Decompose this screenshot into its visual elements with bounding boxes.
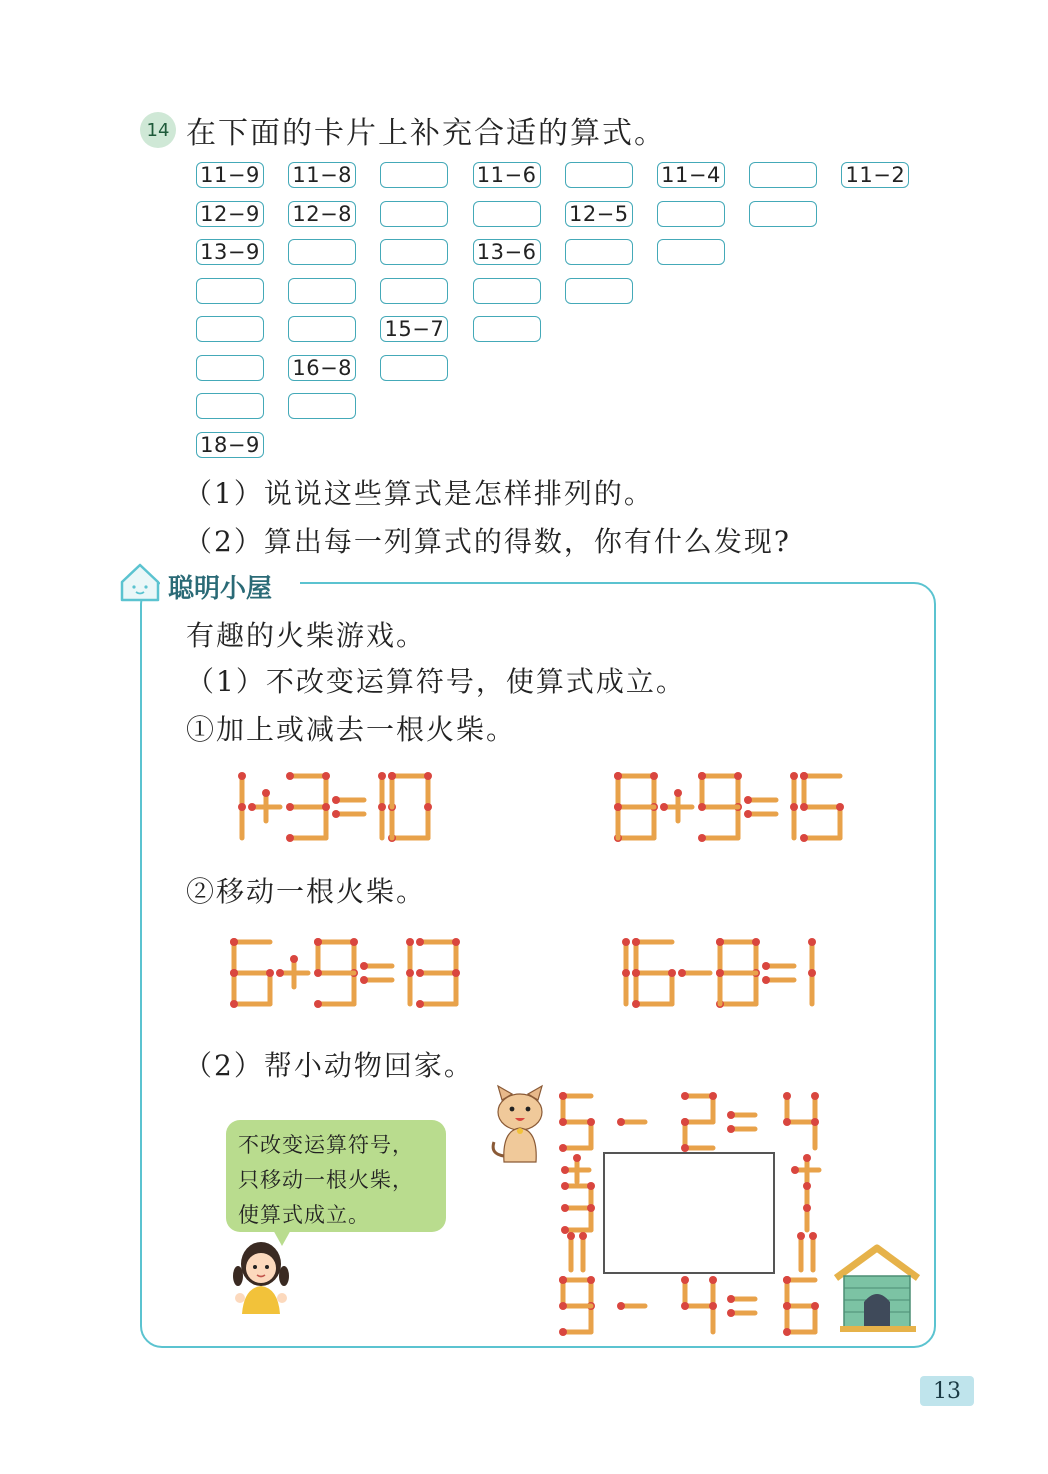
- match-head: [238, 803, 246, 811]
- blank-card: [196, 278, 264, 304]
- blank-card: [288, 278, 356, 304]
- match-head: [674, 789, 682, 797]
- blank-card: [288, 239, 356, 265]
- step1-text: ①加上或减去一根火柴。: [186, 713, 517, 746]
- match-head: [248, 803, 256, 811]
- match-head: [727, 1111, 735, 1119]
- match-head: [424, 803, 432, 811]
- expression-card: 11−2: [841, 162, 909, 188]
- blank-card: [657, 239, 725, 265]
- match-head: [286, 772, 294, 780]
- sub-question-2: （2）算出每一列算式的得数，你有什么发现?: [184, 525, 791, 558]
- match-head: [561, 1204, 569, 1212]
- match-head: [567, 1232, 575, 1240]
- match-head: [744, 810, 752, 818]
- game-intro: 有趣的火柴游戏。: [186, 619, 427, 652]
- match-head: [632, 969, 640, 977]
- bubble-line-2: 只移动一根火柴，: [238, 1168, 414, 1192]
- dog-house-illustration: [832, 1244, 922, 1334]
- match-head: [668, 969, 676, 977]
- match-head: [698, 803, 706, 811]
- match-head: [559, 1302, 567, 1310]
- match-head: [579, 1232, 587, 1240]
- match-head: [800, 834, 808, 842]
- match-head: [836, 803, 844, 811]
- match-head: [573, 1154, 581, 1162]
- matchstick-equation-4: [612, 938, 882, 1014]
- match-head: [752, 938, 760, 946]
- expression-card: 12−5: [565, 201, 633, 227]
- blank-card: [473, 278, 541, 304]
- match-head: [561, 1226, 569, 1234]
- match-head: [286, 803, 294, 811]
- match-head: [727, 1309, 735, 1317]
- match-head: [230, 1000, 238, 1008]
- match-head: [727, 1125, 735, 1133]
- blank-card: [565, 162, 633, 188]
- match-head: [681, 1276, 689, 1284]
- blank-card: [565, 239, 633, 265]
- match-head: [632, 1000, 640, 1008]
- match-head: [727, 1295, 735, 1303]
- match-head: [416, 969, 424, 977]
- girl-illustration: [226, 1234, 296, 1314]
- step2-text: ②移动一根火柴。: [186, 875, 427, 908]
- expression-card: 11−9: [196, 162, 264, 188]
- match-head: [716, 938, 724, 946]
- match-head: [559, 1276, 567, 1284]
- match-head: [734, 772, 742, 780]
- match-head: [803, 1204, 811, 1212]
- match-head: [681, 1144, 689, 1152]
- match-head: [811, 1092, 819, 1100]
- matchstick-equation-2: [612, 772, 882, 848]
- bubble-line-3: 使算式成立。: [238, 1203, 370, 1227]
- match-head: [559, 1118, 567, 1126]
- match-head: [314, 1000, 322, 1008]
- blank-card: [288, 393, 356, 419]
- expression-card: 12−9: [196, 201, 264, 227]
- blank-card: [196, 393, 264, 419]
- match-head: [587, 1118, 595, 1126]
- match-head: [378, 803, 386, 811]
- match-head: [406, 938, 414, 946]
- match-head: [360, 962, 368, 970]
- blank-card: [380, 239, 448, 265]
- matchstick-svg: [612, 772, 882, 844]
- match-head: [709, 1276, 717, 1284]
- blank-card: [473, 316, 541, 342]
- match-head: [561, 1166, 569, 1174]
- match-head: [681, 1118, 689, 1126]
- match-head: [632, 938, 640, 946]
- blank-card: [380, 278, 448, 304]
- match-head: [276, 969, 284, 977]
- match-head: [614, 772, 622, 780]
- match-head: [559, 1144, 567, 1152]
- match-head: [660, 803, 668, 811]
- match-head: [811, 1302, 819, 1310]
- maze-inner-rectangle: [603, 1152, 775, 1274]
- match-head: [762, 962, 770, 970]
- match-head: [808, 969, 816, 977]
- part2-text: （2）帮小动物回家。: [184, 1049, 474, 1082]
- match-head: [808, 938, 816, 946]
- match-head: [406, 969, 414, 977]
- match-head: [790, 803, 798, 811]
- match-head: [587, 1276, 595, 1284]
- expression-card: 13−9: [196, 239, 264, 265]
- blank-card: [196, 355, 264, 381]
- match-head: [698, 834, 706, 842]
- match-head: [388, 772, 396, 780]
- expression-card: 18−9: [196, 432, 264, 458]
- match-head: [811, 1118, 819, 1126]
- match-head: [709, 1302, 717, 1310]
- match-head: [809, 1232, 817, 1240]
- match-head: [617, 1118, 625, 1126]
- match-head: [681, 1092, 689, 1100]
- match-head: [716, 969, 724, 977]
- smart-house-title: 聪明小屋: [168, 574, 273, 604]
- match-head: [230, 969, 238, 977]
- matchstick-svg: [228, 938, 498, 1010]
- match-head: [559, 1092, 567, 1100]
- match-head: [783, 1302, 791, 1310]
- match-head: [800, 803, 808, 811]
- match-head: [561, 1182, 569, 1190]
- blank-card: [749, 201, 817, 227]
- part1-text: （1）不改变运算符号，使算式成立。: [186, 665, 686, 698]
- blank-card: [565, 278, 633, 304]
- cat-illustration: [488, 1084, 552, 1168]
- blank-card: [380, 162, 448, 188]
- matchstick-svg: [612, 938, 882, 1010]
- match-head: [622, 938, 630, 946]
- bubble-line-1: 不改变运算符号，: [238, 1133, 414, 1157]
- question-number-badge: 14: [140, 112, 176, 148]
- match-head: [791, 1166, 799, 1174]
- match-head: [416, 938, 424, 946]
- match-head: [744, 796, 752, 804]
- match-head: [378, 772, 386, 780]
- expression-card: 13−6: [473, 239, 541, 265]
- match-head: [803, 1154, 811, 1162]
- match-head: [452, 969, 460, 977]
- page-number: 13: [920, 1376, 974, 1406]
- match-head: [762, 976, 770, 984]
- match-head: [650, 772, 658, 780]
- match-head: [800, 772, 808, 780]
- matchstick-svg: [228, 772, 498, 844]
- match-head: [350, 938, 358, 946]
- match-head: [783, 1328, 791, 1336]
- match-head: [803, 1182, 811, 1190]
- match-head: [424, 772, 432, 780]
- match-head: [622, 969, 630, 977]
- expression-card: 11−6: [473, 162, 541, 188]
- match-head: [559, 1328, 567, 1336]
- match-head: [681, 1302, 689, 1310]
- question-title: 在下面的卡片上补充合适的算式。: [186, 116, 666, 151]
- match-head: [783, 1092, 791, 1100]
- match-head: [783, 1276, 791, 1284]
- match-head: [314, 969, 322, 977]
- smart-house-icon: [118, 560, 162, 604]
- match-head: [322, 803, 330, 811]
- match-head: [709, 1092, 717, 1100]
- blank-card: [196, 316, 264, 342]
- blank-card: [749, 162, 817, 188]
- match-head: [360, 976, 368, 984]
- match-head: [698, 772, 706, 780]
- match-head: [286, 834, 294, 842]
- match-head: [452, 938, 460, 946]
- match-head: [238, 772, 246, 780]
- expression-card: 16−8: [288, 355, 356, 381]
- match-head: [614, 803, 622, 811]
- match-head: [266, 969, 274, 977]
- match-head: [314, 938, 322, 946]
- match-head: [587, 1182, 595, 1190]
- blank-card: [380, 201, 448, 227]
- match-head: [290, 955, 298, 963]
- blank-card: [657, 201, 725, 227]
- expression-card: 15−7: [380, 316, 448, 342]
- match-head: [617, 1302, 625, 1310]
- match-head: [587, 1204, 595, 1212]
- match-head: [790, 772, 798, 780]
- match-head: [797, 1232, 805, 1240]
- matchstick-equation-3: [228, 938, 498, 1014]
- sub-question-1: （1）说说这些算式是怎样排列的。: [184, 477, 654, 510]
- blank-card: [380, 355, 448, 381]
- match-head: [783, 1118, 791, 1126]
- blank-card: [288, 316, 356, 342]
- match-head: [230, 938, 238, 946]
- match-head: [678, 969, 686, 977]
- expression-card: 11−8: [288, 162, 356, 188]
- expression-card: 12−8: [288, 201, 356, 227]
- match-head: [322, 772, 330, 780]
- expression-card: 11−4: [657, 162, 725, 188]
- speech-bubble: [226, 1120, 446, 1232]
- match-head: [416, 1000, 424, 1008]
- match-head: [332, 796, 340, 804]
- blank-card: [473, 201, 541, 227]
- match-head: [262, 789, 270, 797]
- matchstick-equation-1: [228, 772, 498, 848]
- match-head: [332, 810, 340, 818]
